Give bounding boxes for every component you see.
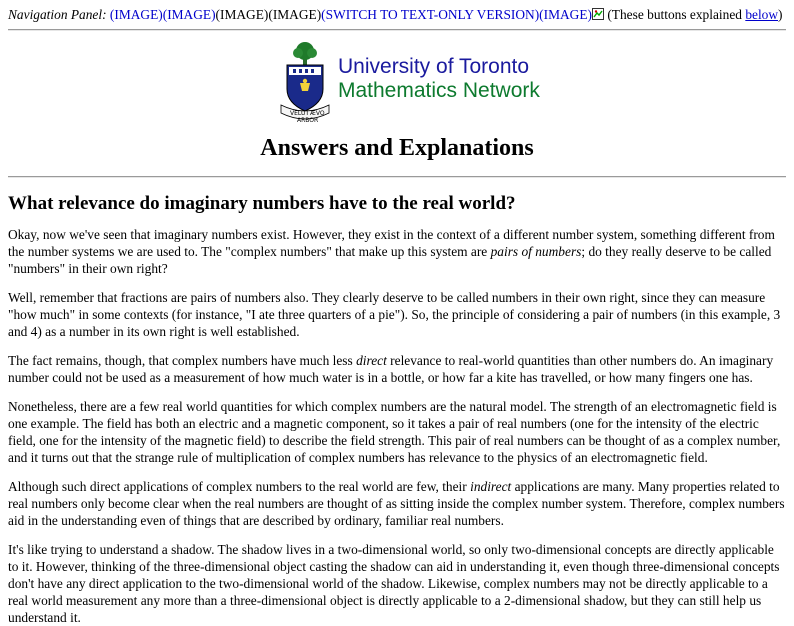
- nav-image-link-2[interactable]: (IMAGE): [162, 7, 216, 22]
- page-title: Answers and Explanations: [260, 135, 534, 161]
- nav-image-link-1[interactable]: (IMAGE): [109, 7, 163, 22]
- top-divider: [8, 29, 786, 31]
- crest-motto-left: VELUT: [290, 110, 309, 117]
- nav-image-link-5[interactable]: (IMAGE): [539, 7, 592, 22]
- switch-text-only-link[interactable]: (SWITCH TO TEXT-ONLY VERSION): [321, 7, 540, 22]
- nav-image-placeholder-4: (IMAGE): [268, 7, 322, 22]
- crest-motto-bottom: ARBOR: [297, 117, 319, 123]
- paragraph-4: Nonetheless, there are a few real world quantities for which complex numbers are the natural model. The strength of an electromagnetic field is one example. The field has both an electric and a magnetic component, so it takes a pair of real numbers (one for the intensity of the electric field, one for the intensity of the magnetic field) to describe the field strength. This pair of real numbers can be thought of as a complex number, and it turns out that the strange rule of multiplication of complex numbers has relevance to the physics of an electromagnetic field.: [8, 399, 781, 465]
- paragraph-5: Although such direct applications of complex numbers to the real world are few, their indirect applications are many. Many properties related to real numbers only become clear when the real numbers are thought of as sitting inside the complex number system. Therefore, complex numbers aid in the understanding even of things that are described by ordinary, familiar real numbers.: [8, 479, 785, 528]
- paragraph-6: It's like trying to understand a shadow. The shadow lives in a two-dimensional world, so only two-dimensional concepts are directly applicable to it. However, thinking of the three-dimensional object casting the shadow can aid in understanding it, even though three-dimensional concepts don't have any direct application to the two-dimensional world of the shadow. Likewise, complex numbers may not be directly applicable to a real world measurement any more than a three-dimensional object is directly applicable to a 2-dimensional shadow, but they can still help us understand it.: [8, 542, 780, 625]
- banner-line-university: University of Toronto: [338, 55, 530, 78]
- paragraph-3: The fact remains, though, that complex numbers have much less direct relevance to real-world quantities than other numbers do. An imaginary number could not be used as a measurement of how much water is in a bottle, or how far a kite has travelled, or how many fingers one has.: [8, 353, 774, 385]
- navigation-panel-label: Navigation Panel:: [8, 7, 107, 22]
- emphasis-direct: direct: [356, 353, 387, 368]
- emphasis-indirect: indirect: [470, 479, 512, 494]
- title-divider: [8, 176, 786, 178]
- below-link[interactable]: below: [745, 7, 779, 22]
- buttons-explained-suffix: ): [778, 7, 783, 22]
- university-crest-logo: [275, 41, 335, 123]
- mathnet-banner: [8, 41, 786, 123]
- paragraph-1: Okay, now we've seen that imaginary numbers exist. However, they exist in the context of a different number system, something different from the number systems we are used to. The "complex numbers" that make up this system are pairs of numbers; do they really deserve to be called "numbers" in their own right?: [8, 227, 775, 276]
- buttons-explained-prefix: (These buttons explained: [607, 7, 746, 22]
- emphasis-pairs-of-numbers: pairs of numbers: [490, 244, 582, 259]
- nav-image-placeholder-3: (IMAGE): [215, 7, 269, 22]
- navigation-panel: [8, 6, 786, 23]
- broken-image-icon: [592, 8, 604, 20]
- question-heading: What relevance do imaginary numbers have to the real world?: [8, 193, 516, 214]
- paragraph-2: Well, remember that fractions are pairs of numbers also. They clearly deserve to be called numbers in their own right, since they can measure "how much" in some contexts (for instance, "I ate three quarters of a pie"). So, the principle of considering a pair of numbers (in this example, 3 and 4) as a number in its own right is well established.: [8, 290, 781, 339]
- banner-line-network: Mathematics Network: [338, 79, 540, 102]
- crest-motto-right: ÆVO: [310, 110, 325, 117]
- banner-text: [338, 55, 540, 103]
